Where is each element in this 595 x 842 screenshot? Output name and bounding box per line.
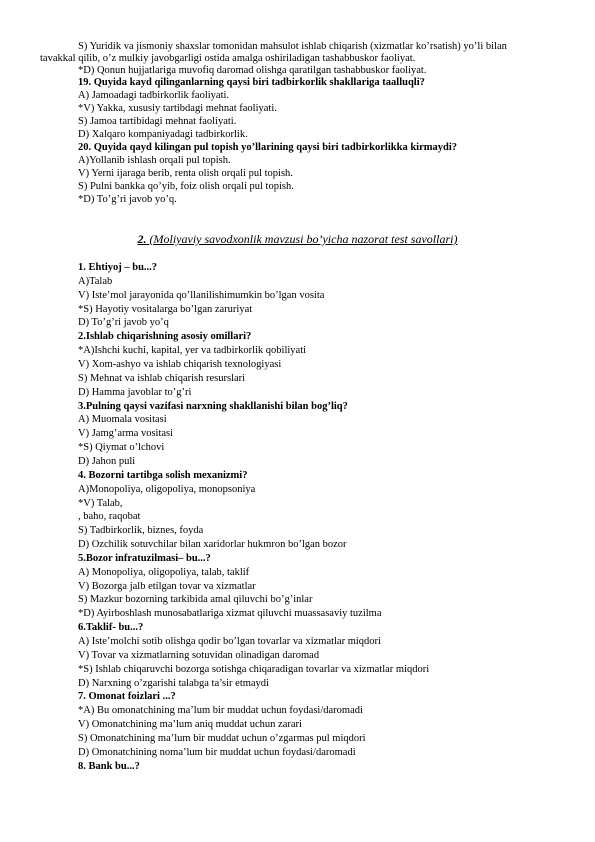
answer-s-line: S) Yuridik va jismoniy shaxslar tomonidan mahsulot ishlab chiqarish (xizmatlar ko’rsatish) yo’li bilan [78, 41, 507, 52]
q20-option-a: A)Yollanib ishlash orqali pul topish. [78, 155, 231, 166]
question-3: 3.Pulning qaysi vazifasi narxning shakllanishi bilan bog’liq? [78, 400, 348, 412]
question-7-option: *A) Bu omonatchining ma’lum bir muddat uchun foydasi/daromadi [78, 705, 363, 717]
question-19: 19. Quyida kayd qilinganlarning qaysi biri tadbirkorlik shakllariga taalluqli? [78, 77, 425, 88]
question-4-option: , baho, raqobat [78, 511, 141, 523]
section-title [0, 232, 595, 246]
question-1-option: V) Iste’mol jarayonida qo’llanilishimumkin bo’lgan vosita [78, 289, 325, 301]
section-title-text: (Moliyaviy savodxonlik mavzusi bo’yicha nazorat test savollari) [146, 232, 458, 246]
question-5-option: *D) Ayirboshlash munosabatlariga xizmat qiluvchi muassasaviy tuzilma [78, 608, 382, 620]
question-20: 20. Quyida qayd kilingan pul topish yo’llarining qaysi biri tadbirkorlikka kirmaydi? [78, 142, 457, 153]
question-6-option: A) Iste’molchi sotib olishga qodir bo’lgan tovarlar va xizmatlar miqdori [78, 636, 381, 647]
question-6-option: *S) Ishlab chiqaruvchi bozorga sotishga chiqaradigan tovarlar va xizmatlar miqdori [78, 663, 430, 675]
question-4-option: *V) Talab, [78, 497, 123, 509]
question-4: 4. Bozorni tartibga solish mexanizmi? [78, 469, 248, 481]
question-6-option: D) Narxning o’zgarishi talabga ta’sir etmaydi [78, 677, 269, 689]
q19-option-s: S) Jamoa tartibidagi mehnat faoliyati. [78, 116, 237, 127]
question-4-option: D) Ozchilik sotuvchilar bilan xaridorlar hukmron bo’lgan bozor [78, 539, 347, 550]
question-3-option: D) Jahon puli [78, 455, 136, 467]
question-4-option: A)Monopoliya, oligopoliya, monopsoniya [78, 483, 256, 495]
question-3-option: *S) Qiymat o’lchovi [78, 442, 165, 454]
question-1-option: *S) Hayotiy vositalarga bo’lgan zaruriyat [78, 303, 253, 315]
question-1: 1. Ehtiyoj – bu...? [78, 262, 158, 273]
q20-option-v: V) Yerni ijaraga berib, renta olish orqali pul topish. [78, 168, 293, 179]
answer-s-line-cont: tavakkal qilib, o’z mulkiy javobgarligi ostida amalga oshiriladigan tashabbuskor faoliyat. [40, 53, 416, 64]
q19-option-v: *V) Yakka, xususiy tartibdagi mehnat faoliyati. [78, 103, 277, 114]
question-6-option: V) Tovar va xizmatlarning sotuvidan olinadigan daromad [78, 649, 320, 661]
question-5: 5.Bozor infratuzilmasi– bu...? [78, 552, 211, 564]
question-3-option: A) Muomala vositasi [78, 414, 167, 426]
question-8: 8. Bank bu...? [78, 760, 140, 772]
question-6: 6.Taklif- bu...? [78, 622, 144, 634]
question-4-option: S) Tadbirkorlik, biznes, foyda [78, 525, 204, 537]
q19-option-a: A) Jamoadagi tadbirkorlik faoliyati. [78, 90, 230, 101]
question-7-option: V) Omonatchining ma’lum aniq muddat uchun zarari [78, 719, 302, 731]
q20-option-s: S) Pulni bankka qo’yib, foiz olish orqali pul topish. [78, 181, 294, 192]
question-5-option: A) Monopoliya, oligopoliya, talab, taklif [78, 566, 250, 578]
question-7-option: D) Omonatchining noma’lum bir muddat uchun foydasi/daromadi [78, 746, 356, 758]
question-7-option: S) Omonatchining ma’lum bir muddat uchun o’zgarmas pul miqdori [78, 732, 366, 744]
question-7: 7. Omonat foizlari ...? [78, 691, 176, 703]
question-5-option: V) Bozorga jalb etilgan tovar va xizmatlar [78, 580, 256, 592]
question-2: 2.Ishlab chiqarishning asosiy omillari? [78, 331, 252, 343]
question-2-option: D) Hamma javoblar to’g’ri [78, 386, 192, 398]
question-1-option: A)Talab [78, 275, 113, 287]
q19-option-d: D) Xalqaro kompaniyadagi tadbirkorlik. [78, 129, 248, 140]
question-5-option: S) Mazkur bozorning tarkibida amal qiluvchi bo’g’inlar [78, 594, 313, 606]
question-1-option: D) To’g’ri javob yo’q [78, 317, 169, 329]
question-2-option: *A)Ishchi kuchi, kapital, yer va tadbirkorlik qobiliyati [78, 345, 307, 357]
q20-option-d: *D) To’g’ri javob yo’q. [78, 194, 177, 205]
question-3-option: V) Jamg’arma vositasi [78, 428, 174, 440]
question-2-option: S) Mehnat va ishlab chiqarish resurslari [78, 372, 246, 384]
section-number: 2. [137, 232, 147, 246]
answer-d-line: *D) Qonun hujjatlariga muvofiq daromad olishga qaratilgan tashabbuskor faoliyat. [78, 65, 427, 76]
question-2-option: V) Xom-ashyo va ishlab chiqarish texnologiyasi [78, 359, 282, 370]
